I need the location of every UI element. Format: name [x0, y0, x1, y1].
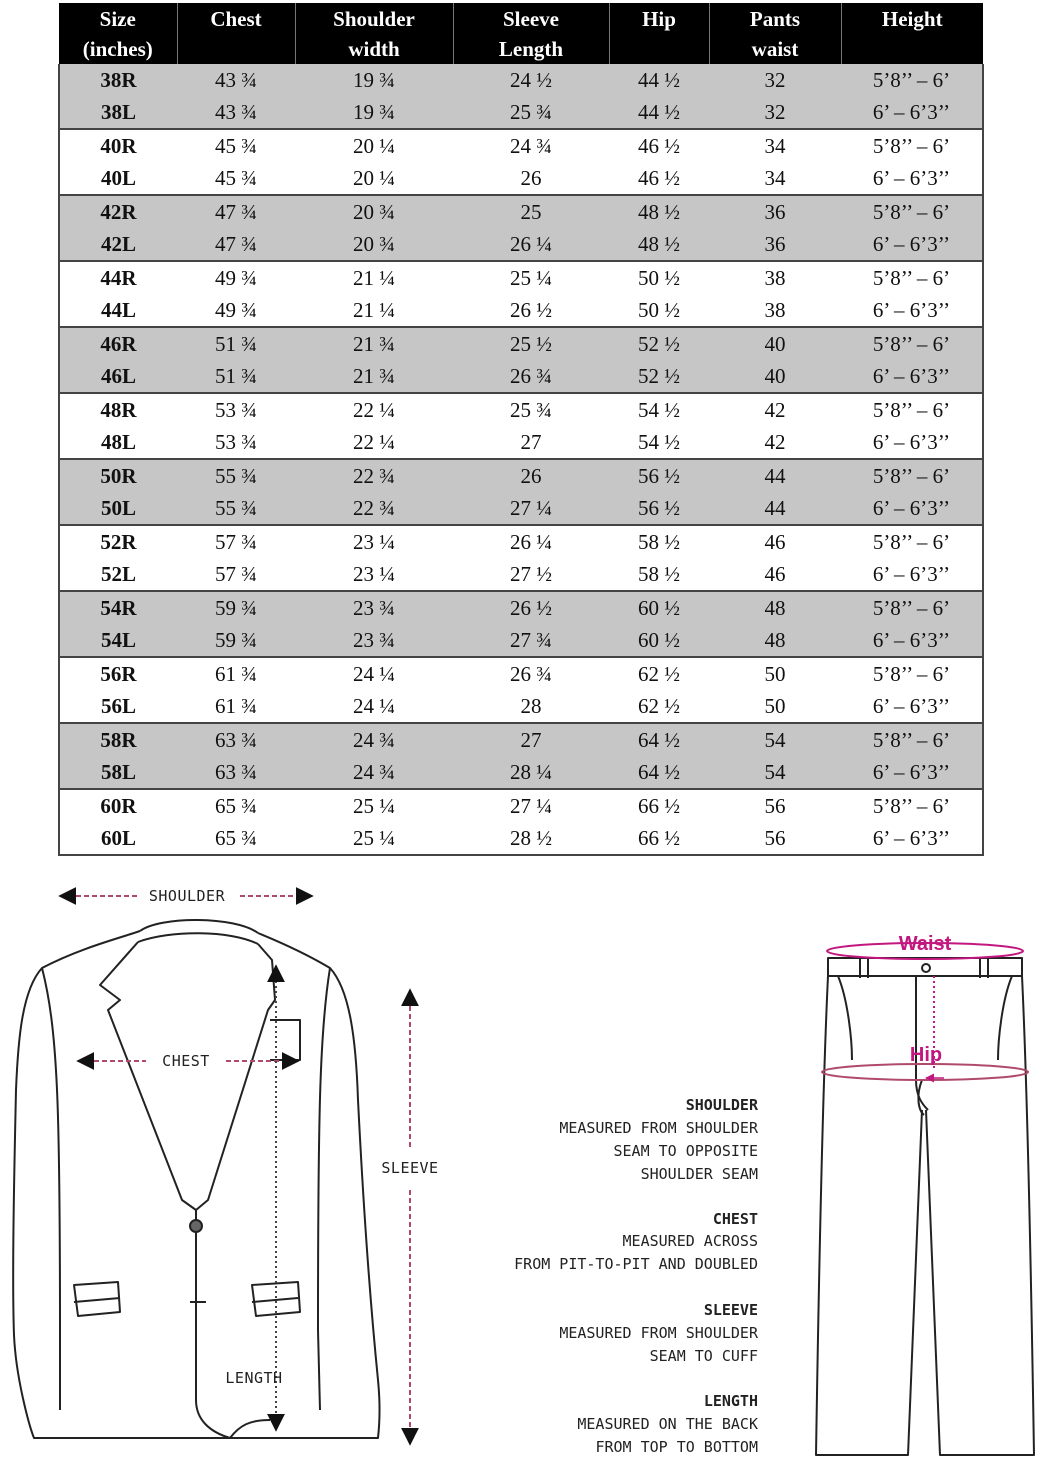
table-cell-size: 38R [59, 64, 177, 96]
table-cell-shoulder-width: 21 ¾ [295, 360, 453, 393]
table-cell-height: 5’8’’ – 6’ [841, 393, 983, 426]
note-chest-line: FROM PIT-TO-PIT AND DOUBLED [514, 1255, 758, 1273]
column-header-line: Sleeve [503, 6, 559, 31]
table-cell-hip: 56 ½ [609, 492, 709, 525]
table-cell-chest: 45 ¾ [177, 162, 295, 195]
table-cell-shoulder-width: 23 ¼ [295, 525, 453, 558]
table-cell-chest: 45 ¾ [177, 129, 295, 162]
table-cell-height: 5’8’’ – 6’ [841, 195, 983, 228]
shoulder-label: SHOULDER [148, 887, 226, 905]
note-sleeve-title: SLEEVE [703, 1301, 758, 1319]
table-cell-hip: 62 ½ [609, 657, 709, 690]
table-cell-chest: 49 ¾ [177, 294, 295, 327]
column-header-line [178, 34, 295, 64]
table-cell-size: 56L [59, 690, 177, 723]
table-cell-size: 38L [59, 96, 177, 129]
table-cell-hip: 50 ½ [609, 261, 709, 294]
table-cell-chest: 53 ¾ [177, 426, 295, 459]
waist-measure [827, 933, 1023, 959]
table-cell-hip: 50 ½ [609, 294, 709, 327]
table-cell-size: 44L [59, 294, 177, 327]
table-cell-height: 5’8’’ – 6’ [841, 591, 983, 624]
table-cell-hip: 54 ½ [609, 426, 709, 459]
table-cell-shoulder-width: 23 ¾ [295, 624, 453, 657]
table-cell-shoulder-width: 20 ¾ [295, 195, 453, 228]
table-cell-sleeve-length: 25 [453, 195, 609, 228]
table-cell-pants-waist: 34 [709, 162, 841, 195]
sleeve-arrow [381, 990, 438, 1444]
table-cell-pants-waist: 48 [709, 624, 841, 657]
column-header-line: waist [751, 36, 799, 61]
column-header-line: Height [881, 6, 943, 31]
table-row [59, 657, 983, 690]
length-label: LENGTH [225, 1369, 283, 1387]
table-row [59, 162, 983, 195]
table-row [59, 591, 983, 624]
table-cell-shoulder-width: 20 ¼ [295, 162, 453, 195]
table-cell-size: 58R [59, 723, 177, 756]
column-header-chest [177, 3, 295, 64]
table-cell-size: 46L [59, 360, 177, 393]
table-cell-height: 6’ – 6’3’’ [841, 360, 983, 393]
table-cell-shoulder-width: 20 ¼ [295, 129, 453, 162]
table-cell-pants-waist: 54 [709, 756, 841, 789]
note-shoulder-title: SHOULDER [685, 1096, 758, 1114]
table-cell-height: 5’8’’ – 6’ [841, 129, 983, 162]
table-cell-size: 40R [59, 129, 177, 162]
table-cell-pants-waist: 56 [709, 822, 841, 855]
table-cell-shoulder-width: 22 ¾ [295, 492, 453, 525]
table-cell-shoulder-width: 19 ¾ [295, 64, 453, 96]
table-cell-hip: 64 ½ [609, 756, 709, 789]
column-header-height [841, 3, 983, 64]
table-cell-height: 5’8’’ – 6’ [841, 64, 983, 96]
table-cell-pants-waist: 42 [709, 426, 841, 459]
table-cell-size: 46R [59, 327, 177, 360]
table-row [59, 492, 983, 525]
table-cell-chest: 55 ¾ [177, 459, 295, 492]
table-cell-pants-waist: 50 [709, 690, 841, 723]
table-cell-size: 42R [59, 195, 177, 228]
jacket-illustration [13, 920, 379, 1438]
table-cell-hip: 58 ½ [609, 525, 709, 558]
table-cell-hip: 46 ½ [609, 129, 709, 162]
waist-label: Waist [898, 933, 952, 955]
table-cell-shoulder-width: 23 ¼ [295, 558, 453, 591]
table-cell-chest: 59 ¾ [177, 624, 295, 657]
table-cell-height: 6’ – 6’3’’ [841, 294, 983, 327]
pants-illustration [816, 958, 1034, 1455]
table-cell-size: 42L [59, 228, 177, 261]
table-cell-chest: 55 ¾ [177, 492, 295, 525]
sleeve-label: SLEEVE [381, 1159, 439, 1177]
note-shoulder-line: MEASURED FROM SHOULDER [559, 1119, 758, 1137]
table-cell-pants-waist: 46 [709, 558, 841, 591]
table-cell-chest: 43 ¾ [177, 96, 295, 129]
table-cell-pants-waist: 44 [709, 492, 841, 525]
table-row [59, 393, 983, 426]
shoulder-arrow [60, 887, 312, 905]
column-header-line: width [348, 36, 400, 61]
table-cell-chest: 51 ¾ [177, 360, 295, 393]
table-cell-size: 56R [59, 657, 177, 690]
table-cell-shoulder-width: 23 ¾ [295, 591, 453, 624]
table-cell-shoulder-width: 25 ¼ [295, 789, 453, 822]
table-cell-chest: 65 ¾ [177, 822, 295, 855]
table-cell-hip: 52 ½ [609, 327, 709, 360]
table-cell-sleeve-length: 28 ½ [453, 822, 609, 855]
table-cell-sleeve-length: 27 ¼ [453, 492, 609, 525]
table-cell-hip: 66 ½ [609, 822, 709, 855]
table-cell-shoulder-width: 20 ¾ [295, 228, 453, 261]
table-row [59, 558, 983, 591]
column-header-pants-waist [709, 3, 841, 64]
table-cell-height: 6’ – 6’3’’ [841, 756, 983, 789]
table-cell-sleeve-length: 27 [453, 426, 609, 459]
table-cell-height: 6’ – 6’3’’ [841, 492, 983, 525]
table-cell-shoulder-width: 24 ¼ [295, 690, 453, 723]
table-cell-shoulder-width: 24 ¾ [295, 756, 453, 789]
table-row [59, 624, 983, 657]
table-cell-hip: 64 ½ [609, 723, 709, 756]
table-cell-chest: 61 ¾ [177, 657, 295, 690]
table-cell-size: 48R [59, 393, 177, 426]
table-cell-height: 5’8’’ – 6’ [841, 327, 983, 360]
table-cell-chest: 65 ¾ [177, 789, 295, 822]
note-sleeve-line: SEAM TO CUFF [649, 1347, 758, 1365]
column-header-line: Hip [642, 6, 676, 31]
table-cell-height: 6’ – 6’3’’ [841, 690, 983, 723]
table-header-row [59, 3, 983, 64]
table-cell-shoulder-width: 25 ¼ [295, 822, 453, 855]
table-cell-height: 5’8’’ – 6’ [841, 789, 983, 822]
table-cell-pants-waist: 32 [709, 64, 841, 96]
table-cell-pants-waist: 46 [709, 525, 841, 558]
table-row [59, 690, 983, 723]
table-cell-height: 6’ – 6’3’’ [841, 822, 983, 855]
table-cell-shoulder-width: 22 ¼ [295, 393, 453, 426]
table-row [59, 195, 983, 228]
table-cell-chest: 63 ¾ [177, 723, 295, 756]
size-chart-table [58, 3, 984, 856]
table-cell-chest: 53 ¾ [177, 393, 295, 426]
table-cell-height: 5’8’’ – 6’ [841, 261, 983, 294]
table-cell-pants-waist: 32 [709, 96, 841, 129]
chest-arrow [78, 1052, 298, 1070]
table-cell-sleeve-length: 27 ¼ [453, 789, 609, 822]
table-cell-size: 50L [59, 492, 177, 525]
table-cell-size: 60R [59, 789, 177, 822]
table-cell-pants-waist: 48 [709, 591, 841, 624]
column-header-line: Size [99, 6, 136, 31]
column-header-line: Pants [749, 6, 801, 31]
table-cell-sleeve-length: 28 [453, 690, 609, 723]
table-cell-sleeve-length: 28 ¼ [453, 756, 609, 789]
table-row [59, 723, 983, 756]
table-cell-pants-waist: 34 [709, 129, 841, 162]
note-sleeve-line: MEASURED FROM SHOULDER [559, 1324, 758, 1342]
table-cell-size: 54R [59, 591, 177, 624]
table-cell-sleeve-length: 26 [453, 459, 609, 492]
table-cell-pants-waist: 54 [709, 723, 841, 756]
table-cell-height: 5’8’’ – 6’ [841, 525, 983, 558]
table-cell-sleeve-length: 26 [453, 162, 609, 195]
column-header-line: Chest [210, 6, 262, 31]
table-row [59, 756, 983, 789]
table-cell-pants-waist: 38 [709, 294, 841, 327]
table-cell-size: 50R [59, 459, 177, 492]
table-cell-pants-waist: 36 [709, 228, 841, 261]
table-cell-chest: 49 ¾ [177, 261, 295, 294]
table-cell-chest: 47 ¾ [177, 228, 295, 261]
table-cell-size: 52L [59, 558, 177, 591]
table-cell-hip: 48 ½ [609, 195, 709, 228]
table-cell-size: 52R [59, 525, 177, 558]
length-arrow [225, 966, 282, 1430]
table-cell-pants-waist: 40 [709, 327, 841, 360]
table-cell-sleeve-length: 26 ¼ [453, 228, 609, 261]
measurement-diagram [0, 840, 1048, 1465]
table-cell-sleeve-length: 27 [453, 723, 609, 756]
table-row [59, 64, 983, 96]
table-cell-height: 5’8’’ – 6’ [841, 657, 983, 690]
table-cell-hip: 52 ½ [609, 360, 709, 393]
table-cell-height: 5’8’’ – 6’ [841, 723, 983, 756]
table-cell-size: 44R [59, 261, 177, 294]
table-cell-height: 5’8’’ – 6’ [841, 459, 983, 492]
table-cell-pants-waist: 42 [709, 393, 841, 426]
table-cell-sleeve-length: 26 ¾ [453, 657, 609, 690]
table-cell-size: 58L [59, 756, 177, 789]
table-cell-hip: 60 ½ [609, 591, 709, 624]
table-cell-height: 6’ – 6’3’’ [841, 162, 983, 195]
table-cell-hip: 56 ½ [609, 459, 709, 492]
table-row [59, 96, 983, 129]
table-cell-sleeve-length: 24 ¾ [453, 129, 609, 162]
table-cell-hip: 62 ½ [609, 690, 709, 723]
table-cell-chest: 57 ¾ [177, 525, 295, 558]
table-row [59, 129, 983, 162]
table-cell-chest: 63 ¾ [177, 756, 295, 789]
column-header-hip [609, 3, 709, 64]
table-cell-hip: 54 ½ [609, 393, 709, 426]
table-cell-size: 40L [59, 162, 177, 195]
table-cell-hip: 48 ½ [609, 228, 709, 261]
column-header-line [842, 34, 984, 64]
hip-label: Hip [909, 1044, 943, 1066]
table-cell-height: 6’ – 6’3’’ [841, 96, 983, 129]
table-cell-hip: 60 ½ [609, 624, 709, 657]
table-cell-shoulder-width: 22 ¼ [295, 426, 453, 459]
column-header-shoulder-width [295, 3, 453, 64]
table-cell-size: 54L [59, 624, 177, 657]
table-cell-sleeve-length: 26 ½ [453, 591, 609, 624]
table-row [59, 360, 983, 393]
table-cell-size: 48L [59, 426, 177, 459]
table-cell-pants-waist: 38 [709, 261, 841, 294]
note-shoulder-line: SEAM TO OPPOSITE [613, 1142, 758, 1160]
table-cell-chest: 47 ¾ [177, 195, 295, 228]
measurement-notes [514, 1096, 759, 1456]
table-row [59, 294, 983, 327]
note-length-title: LENGTH [703, 1392, 758, 1410]
table-row [59, 261, 983, 294]
table-cell-sleeve-length: 24 ½ [453, 64, 609, 96]
table-cell-shoulder-width: 21 ¼ [295, 261, 453, 294]
column-header-line: Length [498, 36, 564, 61]
table-cell-height: 6’ – 6’3’’ [841, 624, 983, 657]
table-cell-hip: 44 ½ [609, 96, 709, 129]
column-header-line: Shoulder [333, 6, 415, 31]
table-cell-chest: 57 ¾ [177, 558, 295, 591]
note-chest-line: MEASURED ACROSS [622, 1232, 758, 1250]
table-cell-chest: 59 ¾ [177, 591, 295, 624]
table-cell-height: 6’ – 6’3’’ [841, 228, 983, 261]
table-cell-hip: 44 ½ [609, 64, 709, 96]
table-cell-hip: 66 ½ [609, 789, 709, 822]
table-cell-pants-waist: 50 [709, 657, 841, 690]
table-cell-sleeve-length: 26 ½ [453, 294, 609, 327]
table-cell-height: 6’ – 6’3’’ [841, 426, 983, 459]
column-header-sleeve-length [453, 3, 609, 64]
table-cell-sleeve-length: 25 ¾ [453, 96, 609, 129]
table-cell-sleeve-length: 25 ¼ [453, 261, 609, 294]
table-cell-shoulder-width: 21 ¼ [295, 294, 453, 327]
note-shoulder-line: SHOULDER SEAM [640, 1165, 758, 1183]
table-cell-pants-waist: 56 [709, 789, 841, 822]
table-cell-pants-waist: 36 [709, 195, 841, 228]
table-row [59, 228, 983, 261]
table-row [59, 426, 983, 459]
table-cell-pants-waist: 40 [709, 360, 841, 393]
table-cell-chest: 51 ¾ [177, 327, 295, 360]
table-row [59, 327, 983, 360]
table-cell-shoulder-width: 19 ¾ [295, 96, 453, 129]
table-cell-hip: 58 ½ [609, 558, 709, 591]
table-cell-size: 60L [59, 822, 177, 855]
table-cell-sleeve-length: 26 ¼ [453, 525, 609, 558]
table-cell-hip: 46 ½ [609, 162, 709, 195]
chest-label: CHEST [162, 1052, 210, 1070]
table-cell-sleeve-length: 25 ½ [453, 327, 609, 360]
table-cell-sleeve-length: 26 ¾ [453, 360, 609, 393]
table-cell-shoulder-width: 22 ¾ [295, 459, 453, 492]
table-cell-shoulder-width: 24 ¾ [295, 723, 453, 756]
note-chest-title: CHEST [712, 1210, 758, 1228]
column-header-line [610, 34, 709, 64]
table-row [59, 459, 983, 492]
table-cell-chest: 61 ¾ [177, 690, 295, 723]
hip-measure [822, 1044, 1028, 1080]
table-cell-pants-waist: 44 [709, 459, 841, 492]
table-row [59, 789, 983, 822]
table-cell-chest: 43 ¾ [177, 64, 295, 96]
table-cell-height: 6’ – 6’3’’ [841, 558, 983, 591]
note-length-line: FROM TOP TO BOTTOM [595, 1438, 758, 1456]
table-cell-shoulder-width: 24 ¼ [295, 657, 453, 690]
table-cell-shoulder-width: 21 ¾ [295, 327, 453, 360]
column-header-line: (inches) [82, 36, 153, 61]
table-cell-sleeve-length: 27 ¾ [453, 624, 609, 657]
table-row [59, 525, 983, 558]
note-length-line: MEASURED ON THE BACK [577, 1415, 758, 1433]
table-cell-sleeve-length: 25 ¾ [453, 393, 609, 426]
table-cell-sleeve-length: 27 ½ [453, 558, 609, 591]
column-header-size [59, 3, 177, 64]
